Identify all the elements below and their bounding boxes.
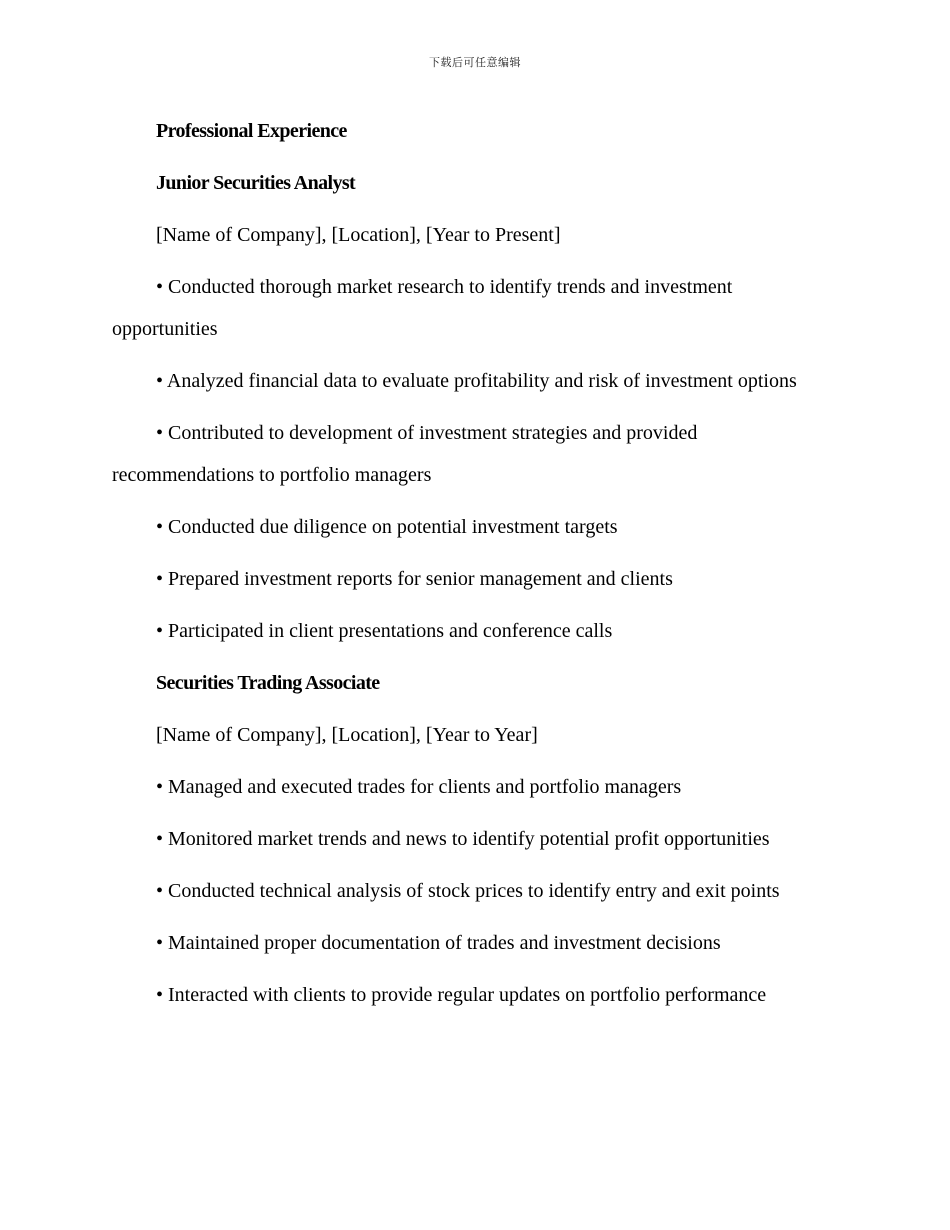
bullet-text: Managed and executed trades for clients and portfolio managers — [168, 776, 682, 798]
bullet-item — [112, 766, 842, 808]
bullet-item — [112, 558, 842, 600]
bullet-item — [112, 974, 842, 1016]
bullet-symbol: • — [156, 370, 164, 392]
bullet-text: Participated in client presentations and conference calls — [168, 620, 613, 642]
bullet-text: Maintained proper documentation of trades and investment decisions — [168, 932, 721, 954]
bullet-text: Monitored market trends and news to identify potential profit opportunities — [168, 828, 770, 850]
company-line: [Name of Company], [Location], [Year to Year] — [156, 724, 538, 746]
bullet-item — [112, 360, 842, 402]
bullet-item — [112, 610, 842, 652]
bullet-text: Analyzed financial data to evaluate profitability and risk of investment options — [166, 370, 797, 392]
bullet-item — [112, 266, 842, 350]
bullet-item — [112, 818, 842, 860]
bullet-text: Prepared investment reports for senior management and clients — [168, 568, 673, 590]
bullet-symbol: • — [156, 880, 164, 902]
bullet-symbol: • — [156, 568, 164, 590]
bullet-item — [112, 922, 842, 964]
job-title: Junior Securities Analyst — [156, 172, 356, 194]
bullet-text: Conducted technical analysis of stock prices to identify entry and exit points — [168, 880, 780, 902]
company-line: [Name of Company], [Location], [Year to Present] — [156, 224, 561, 246]
bullet-text: Conducted thorough market research to identify trends and investment opportunities — [112, 276, 733, 340]
bullet-text: Conducted due diligence on potential investment targets — [168, 516, 618, 538]
bullet-symbol: • — [156, 932, 164, 954]
bullet-symbol: • — [156, 516, 164, 538]
bullet-symbol: • — [156, 276, 164, 298]
job-title: Securities Trading Associate — [156, 672, 380, 694]
bullet-symbol: • — [156, 620, 164, 642]
header-note: 下载后可任意编辑 — [429, 56, 521, 69]
bullet-symbol: • — [156, 828, 164, 850]
section-title: Professional Experience — [156, 120, 347, 142]
bullet-text: Contributed to development of investment strategies and provided recommendations to portfolio managers — [112, 422, 698, 486]
bullet-symbol: • — [156, 422, 164, 444]
bullet-symbol: • — [156, 776, 164, 798]
bullet-item — [112, 412, 842, 496]
bullet-text: Interacted with clients to provide regular updates on portfolio performance — [168, 984, 767, 1006]
bullet-item — [112, 506, 842, 548]
bullet-item — [112, 870, 842, 912]
document-body — [112, 110, 842, 1016]
bullet-symbol: • — [156, 984, 164, 1006]
